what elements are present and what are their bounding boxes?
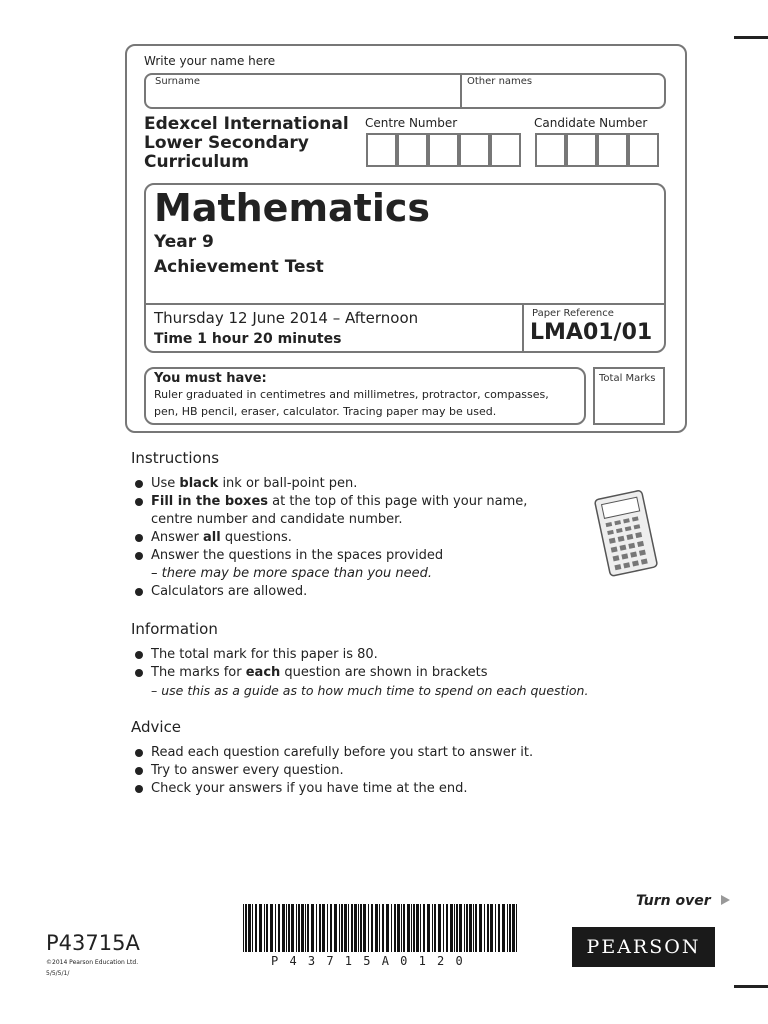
paper-reference-label: Paper Reference xyxy=(532,308,614,319)
equipment-box xyxy=(144,367,586,425)
test-label: Achievement Test xyxy=(154,257,324,277)
barcode-bar xyxy=(487,904,489,952)
barcode xyxy=(243,904,523,956)
write-name-label: Write your name here xyxy=(144,54,276,68)
barcode-bar xyxy=(420,904,421,952)
list-item-continuation: – use this as a guide as to how much time to spend on each question. xyxy=(151,683,589,698)
barcode-bar xyxy=(427,904,430,952)
barcode-bar xyxy=(423,904,425,952)
barcode-bar xyxy=(296,904,297,952)
barcode-bar xyxy=(368,904,369,952)
barcode-bar xyxy=(379,904,380,952)
surname-field[interactable] xyxy=(144,73,462,109)
barcode-bar xyxy=(286,904,287,952)
barcode-bar xyxy=(371,904,373,952)
barcode-bar xyxy=(512,904,515,952)
barcode-bar xyxy=(316,904,317,952)
list-item: The marks for each question are shown in brackets xyxy=(132,664,652,682)
barcode-bar xyxy=(354,904,357,952)
publisher-name: PEARSON xyxy=(586,936,701,958)
barcode-bar xyxy=(255,904,257,952)
exam-duration: Time 1 hour 20 minutes xyxy=(154,331,342,347)
list-item: Answer the questions in the spaces provided xyxy=(132,547,532,565)
list-item: The total mark for this paper is 80. xyxy=(132,646,652,664)
barcode-bar xyxy=(382,904,384,952)
barcode-bar xyxy=(311,904,314,952)
barcode-bar xyxy=(348,904,349,952)
list-item: Read each question carefully before you start to answer it. xyxy=(132,744,632,762)
barcode-bar xyxy=(490,904,493,952)
list-item: Use black ink or ball-point pen. xyxy=(132,475,532,493)
barcode-bar xyxy=(434,904,436,952)
centre-number-label: Centre Number xyxy=(365,116,458,130)
barcode-bar xyxy=(403,904,405,952)
other-names-field[interactable] xyxy=(460,73,666,109)
barcode-bar xyxy=(375,904,378,952)
barcode-bar xyxy=(469,904,472,952)
barcode-bar xyxy=(473,904,474,952)
paper-code: P43715A xyxy=(46,931,140,955)
centre-number-cell[interactable] xyxy=(366,133,397,167)
barcode-bar xyxy=(330,904,332,952)
barcode-bar xyxy=(282,904,285,952)
barcode-bar xyxy=(360,904,362,952)
other-names-label: Other names xyxy=(467,76,533,87)
barcode-bar xyxy=(502,904,505,952)
paper-reference: LMA01/01 xyxy=(530,320,653,345)
candidate-number-label: Candidate Number xyxy=(534,116,648,130)
barcode-bar xyxy=(479,904,482,952)
list-item-continuation: centre number and candidate number. xyxy=(151,512,403,527)
barcode-bar xyxy=(446,904,448,952)
barcode-bar xyxy=(391,904,392,952)
edge-mark-top xyxy=(734,36,768,39)
exam-board xyxy=(144,115,349,172)
barcode-bar xyxy=(432,904,433,952)
barcode-bar xyxy=(498,904,500,952)
barcode-bar xyxy=(397,904,400,952)
pearson-logo xyxy=(572,927,715,967)
barcode-bar xyxy=(327,904,328,952)
barcode-bar xyxy=(298,904,300,952)
turn-over-label: Turn over xyxy=(636,893,730,909)
barcode-bar xyxy=(438,904,441,952)
barcode-bar xyxy=(264,904,265,952)
exam-board-line1: Edexcel International xyxy=(144,114,349,134)
barcode-bar xyxy=(266,904,268,952)
candidate-number-cell[interactable] xyxy=(535,133,566,167)
barcode-bar xyxy=(358,904,359,952)
centre-number-cell[interactable] xyxy=(490,133,521,167)
barcode-bar xyxy=(243,904,244,952)
list-item: Fill in the boxes at the top of this page with your name, xyxy=(132,493,532,511)
barcode-bar xyxy=(319,904,321,952)
list-item-continuation: – there may be more space than you need. xyxy=(151,566,432,581)
barcode-bar xyxy=(416,904,419,952)
surname-label: Surname xyxy=(155,76,200,87)
barcode-bar xyxy=(454,904,455,952)
advice-list xyxy=(132,744,632,798)
subject-box xyxy=(144,183,666,353)
barcode-bar xyxy=(275,904,276,952)
barcode-bar xyxy=(305,904,306,952)
barcode-bar xyxy=(464,904,465,952)
barcode-bar xyxy=(301,904,304,952)
barcode-bar xyxy=(259,904,262,952)
barcode-bar xyxy=(291,904,294,952)
barcode-bar xyxy=(288,904,290,952)
total-marks-label: Total Marks xyxy=(599,373,656,384)
candidate-number-cell[interactable] xyxy=(628,133,659,167)
list-item: Calculators are allowed. xyxy=(132,583,532,601)
barcode-bar xyxy=(495,904,496,952)
exam-date: Thursday 12 June 2014 – Afternoon xyxy=(154,309,419,327)
barcode-bar xyxy=(270,904,273,952)
centre-number-cell[interactable] xyxy=(397,133,428,167)
barcode-bar xyxy=(363,904,366,952)
barcode-bar xyxy=(475,904,477,952)
barcode-bar xyxy=(411,904,412,952)
barcode-bar xyxy=(443,904,444,952)
year-label: Year 9 xyxy=(154,232,214,252)
barcode-bar xyxy=(466,904,468,952)
candidate-number-cell[interactable] xyxy=(597,133,628,167)
instructions-heading: Instructions xyxy=(131,449,220,467)
exam-board-line3: Curriculum xyxy=(144,152,249,172)
barcode-bar xyxy=(344,904,347,952)
barcode-bar xyxy=(339,904,340,952)
instructions-list xyxy=(132,475,532,601)
barcode-bar xyxy=(245,904,247,952)
equipment-text-line1: Ruler graduated in centimetres and millimetres, protractor, compasses, xyxy=(154,388,549,401)
calculator-icon xyxy=(592,488,662,578)
paper-ref-divider xyxy=(522,303,524,351)
barcode-bar xyxy=(516,904,517,952)
barcode-bar xyxy=(322,904,325,952)
subject-title: Mathematics xyxy=(154,186,431,230)
exam-board-line2: Lower Secondary xyxy=(144,133,309,153)
barcode-bar xyxy=(307,904,309,952)
equipment-text-line2: pen, HB pencil, eraser, calculator. Tracing paper may be used. xyxy=(154,405,497,418)
information-heading: Information xyxy=(131,620,218,638)
list-item: Answer all questions. xyxy=(132,529,532,547)
barcode-bar xyxy=(459,904,462,952)
barcode-bar xyxy=(248,904,251,952)
list-item: Try to answer every question. xyxy=(132,762,632,780)
barcode-bar xyxy=(507,904,508,952)
equipment-label: You must have: xyxy=(154,371,267,386)
barcode-bar xyxy=(413,904,415,952)
centre-number-cell[interactable] xyxy=(459,133,490,167)
list-item: Check your answers if you have time at the end. xyxy=(132,780,632,798)
subject-divider xyxy=(146,303,664,305)
centre-number-cell[interactable] xyxy=(428,133,459,167)
triangle-right-icon xyxy=(721,895,730,905)
barcode-bar xyxy=(401,904,402,952)
copyright-text: ©2014 Pearson Education Ltd. xyxy=(46,959,139,966)
barcode-bar xyxy=(341,904,343,952)
barcode-bar xyxy=(386,904,389,952)
barcode-bar xyxy=(456,904,458,952)
information-list xyxy=(132,646,652,700)
barcode-bar xyxy=(394,904,396,952)
barcode-bar xyxy=(484,904,485,952)
print-code: 5/5/5/1/ xyxy=(46,970,70,977)
barcode-bar xyxy=(450,904,453,952)
barcode-bar xyxy=(509,904,511,952)
advice-heading: Advice xyxy=(131,718,182,736)
barcode-bar xyxy=(278,904,280,952)
barcode-text: P 4 3 7 1 5 A 0 1 2 0 xyxy=(271,954,465,968)
barcode-bar xyxy=(351,904,353,952)
total-marks-box[interactable] xyxy=(593,367,665,425)
barcode-bar xyxy=(252,904,253,952)
edge-mark-bottom xyxy=(734,985,768,988)
candidate-number-cell[interactable] xyxy=(566,133,597,167)
barcode-bar xyxy=(407,904,410,952)
barcode-bar xyxy=(334,904,337,952)
